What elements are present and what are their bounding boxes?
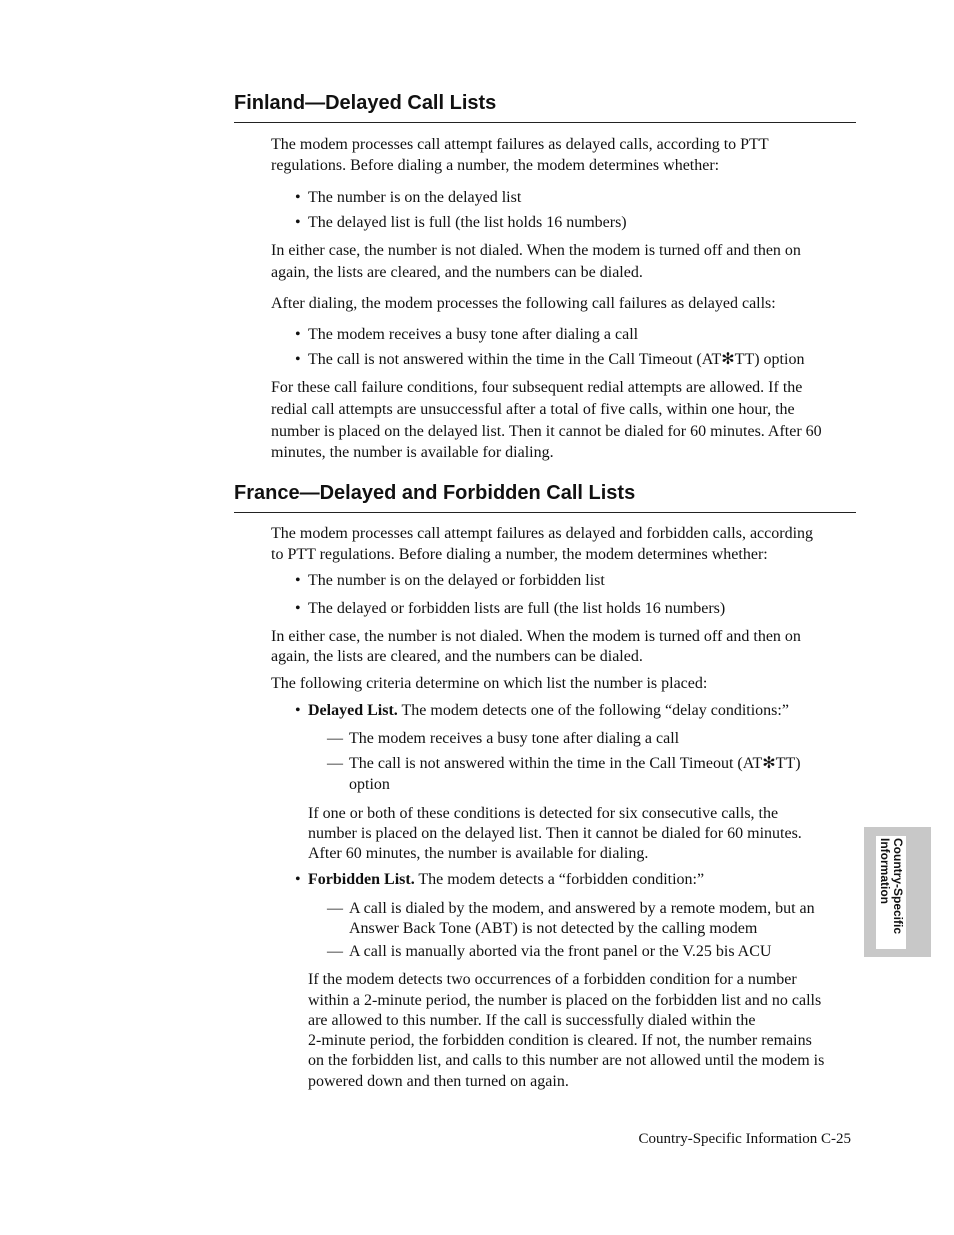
bullet-marker: • bbox=[295, 214, 301, 231]
france-bullet-1: The number is on the delayed or forbidden list bbox=[308, 572, 605, 589]
forbidden-para-line-3: are allowed to this number. If the call is successfully dialed within the bbox=[308, 1012, 756, 1029]
france-either-line-2: again, the lists are cleared, and the numbers can be dialed. bbox=[271, 648, 643, 665]
forbidden-para-line-1: If the modem detects two occurrences of a forbidden condition for a number bbox=[308, 971, 797, 988]
forbidden-para-line-2: within a 2-minute period, the number is placed on the forbidden list and no calls bbox=[308, 992, 822, 1009]
bullet-marker: • bbox=[295, 871, 301, 888]
france-bullet-2: The delayed or forbidden lists are full (the list holds 16 numbers) bbox=[308, 600, 726, 617]
delayed-condition-1: The modem receives a busy tone after dialing a call bbox=[349, 730, 680, 747]
finland-intro-line-1: The modem processes call attempt failures as delayed calls, according to PTT bbox=[271, 136, 769, 153]
finland-heading: Finland—Delayed Call Lists bbox=[234, 91, 856, 123]
dash-marker: — bbox=[327, 755, 343, 772]
dash-marker: — bbox=[327, 900, 343, 917]
finland-either-line-1: In either case, the number is not dialed. When the modem is turned off and then on bbox=[271, 242, 801, 259]
forbidden-condition-1b: Answer Back Tone (ABT) is not detected by the calling modem bbox=[349, 920, 758, 937]
delayed-condition-2b: option bbox=[349, 776, 390, 793]
finland-redial-line-4: minutes, the number is available for dialing. bbox=[271, 444, 554, 461]
delayed-list-label: Delayed List. bbox=[308, 702, 398, 719]
france-intro-line-2: to PTT regulations. Before dialing a number, the modem determines whether: bbox=[271, 546, 768, 563]
dash-marker: — bbox=[327, 730, 343, 747]
bullet-marker: • bbox=[295, 189, 301, 206]
side-tab-label: Country-Specific Information bbox=[878, 838, 905, 935]
forbidden-para-line-5: on the forbidden list, and calls to this number are not allowed until the modem is bbox=[308, 1052, 825, 1069]
forbidden-list-item bbox=[308, 869, 704, 890]
page-footer: Country-Specific Information C-25 bbox=[638, 1131, 851, 1147]
bullet-marker: • bbox=[295, 702, 301, 719]
bullet-marker: • bbox=[295, 351, 301, 368]
delayed-list-item bbox=[308, 700, 789, 721]
forbidden-condition-1a: A call is dialed by the modem, and answered by a remote modem, but an bbox=[349, 900, 815, 917]
finland-bullet-4: The call is not answered within the time in the Call Timeout (AT✻TT) option bbox=[308, 351, 805, 368]
finland-intro-line-2: regulations. Before dialing a number, the modem determines whether: bbox=[271, 157, 720, 174]
forbidden-list-label: Forbidden List. bbox=[308, 871, 415, 888]
finland-redial-line-2: redial call attempts are unsuccessful after a total of five calls, within one hour, the bbox=[271, 401, 795, 418]
forbidden-list-text: The modem detects a “forbidden condition:” bbox=[414, 871, 705, 888]
france-intro-line-1: The modem processes call attempt failures as delayed and forbidden calls, according bbox=[271, 525, 814, 542]
france-criteria: The following criteria determine on which list the number is placed: bbox=[271, 675, 708, 692]
finland-bullet-2: The delayed list is full (the list holds 16 numbers) bbox=[308, 214, 627, 231]
finland-after-dialing: After dialing, the modem processes the following call failures as delayed calls: bbox=[271, 295, 776, 312]
bullet-marker: • bbox=[295, 600, 301, 617]
bullet-marker: • bbox=[295, 572, 301, 589]
finland-redial-line-3: number is placed on the delayed list. Then it cannot be dialed for 60 minutes. After 60 bbox=[271, 423, 822, 440]
finland-bullet-3: The modem receives a busy tone after dialing a call bbox=[308, 326, 639, 343]
france-either-line-1: In either case, the number is not dialed. When the modem is turned off and then on bbox=[271, 628, 801, 645]
delayed-condition-2a: The call is not answered within the time in the Call Timeout (AT✻TT) bbox=[349, 755, 801, 772]
france-heading: France—Delayed and Forbidden Call Lists bbox=[234, 481, 856, 513]
delayed-list-text: The modem detects one of the following “delay conditions:” bbox=[397, 702, 789, 719]
delayed-para-line-2: number is placed on the delayed list. Then it cannot be dialed for 60 minutes. bbox=[308, 825, 802, 842]
forbidden-condition-2: A call is manually aborted via the front panel or the V.25 bis ACU bbox=[349, 943, 772, 960]
dash-marker: — bbox=[327, 943, 343, 960]
delayed-para-line-3: After 60 minutes, the number is available for dialing. bbox=[308, 845, 649, 862]
bullet-marker: • bbox=[295, 326, 301, 343]
delayed-para-line-1: If one or both of these conditions is detected for six consecutive calls, the bbox=[308, 805, 779, 822]
forbidden-para-line-6: powered down and then turned on again. bbox=[308, 1073, 569, 1090]
finland-either-line-2: again, the lists are cleared, and the numbers can be dialed. bbox=[271, 264, 643, 281]
finland-bullet-1: The number is on the delayed list bbox=[308, 189, 522, 206]
forbidden-para-line-4: 2-minute period, the forbidden condition is cleared. If not, the number remains bbox=[308, 1032, 812, 1049]
finland-redial-line-1: For these call failure conditions, four subsequent redial attempts are allowed. If the bbox=[271, 379, 803, 396]
